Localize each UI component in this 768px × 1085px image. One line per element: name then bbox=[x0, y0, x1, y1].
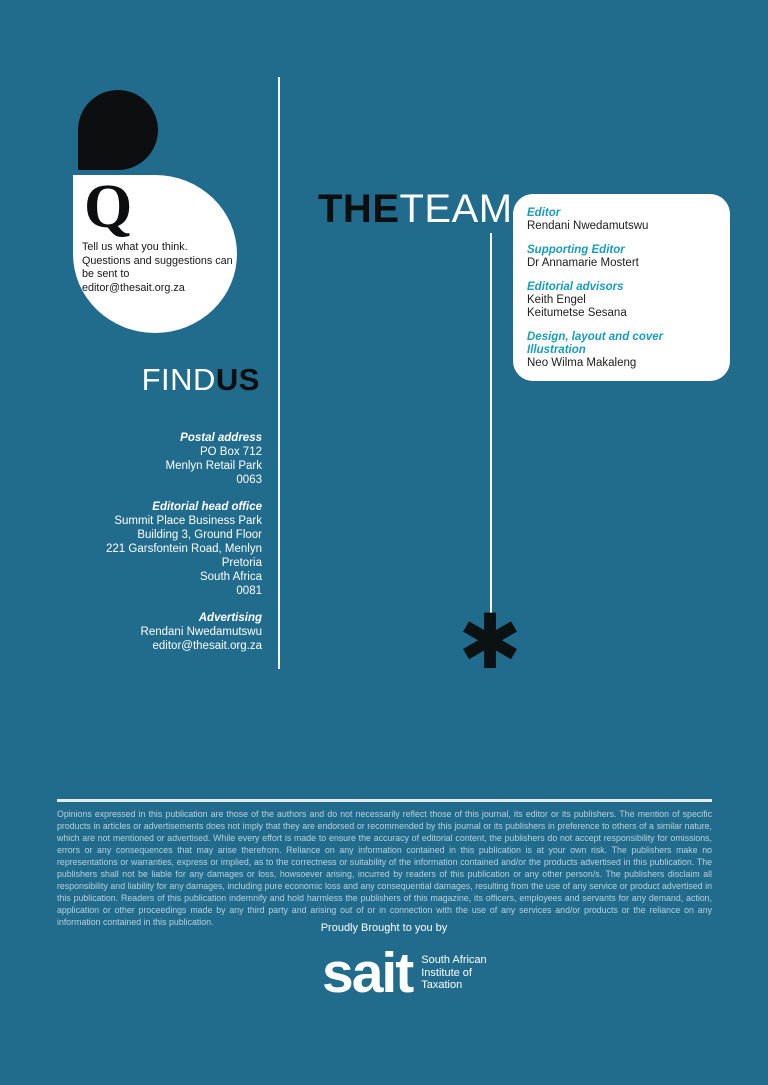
design-section bbox=[527, 331, 716, 370]
advisor-name: Keith Engel bbox=[527, 294, 586, 306]
contact-block bbox=[106, 431, 262, 653]
address-line: 0081 bbox=[236, 585, 262, 597]
editor-label: Editor bbox=[527, 207, 561, 219]
advertising-label: Advertising bbox=[198, 612, 262, 624]
address-line: Pretoria bbox=[221, 557, 262, 569]
team-heading-the: THE bbox=[318, 187, 400, 231]
sait-logo bbox=[322, 941, 487, 1005]
address-line: Summit Place Business Park bbox=[114, 515, 262, 527]
design-label: Design, layout and cover Illustration bbox=[527, 331, 664, 356]
speech-bubble-icon bbox=[78, 90, 158, 170]
asterisk-icon: ✱ bbox=[458, 597, 522, 686]
address-line: Menlyn Retail Park bbox=[165, 460, 262, 472]
left-divider-line bbox=[278, 77, 280, 669]
address-line: 221 Garsfontein Road, Menlyn bbox=[106, 543, 262, 555]
postal-address-section bbox=[106, 431, 262, 487]
editorial-advisors-section bbox=[527, 281, 716, 320]
find-us-heading bbox=[142, 364, 260, 395]
logo-subtext-line: Taxation bbox=[421, 979, 463, 992]
find-heading-find: FIND bbox=[141, 362, 216, 397]
advertising-contact-name: Rendani Nwedamutswu bbox=[140, 626, 262, 638]
address-line: Building 3, Ground Floor bbox=[137, 529, 262, 541]
disclaimer-text: Opinions expressed in this publication are those of the authors and do not necessarily reflect those of this journal, its editor or its publishers. The mention of specific products in articles or advertisements does not imply that they are endorsed or recommended by this journal or its publishers in preference to others of a similar nature, which are not mentioned or advertised. While every effort is made to ensure the accuracy of editorial content, the publishers do not accept responsibility for omissions, errors or any consequences that may arise therefrom. Reliance on any information contained in this publication is at your own risk. The publishers make no representations or warranties, express or implied, as to the correctness or suitability of the information contained and/or the products advertised in this publication. The publishers shall not be liable for any damages or loss, howsoever arising, incurred by readers of this publication or any other person/s. The publishers disclaim all responsibility and liability for any damages, including pure economic loss and any consequential damages, resulting from the use of any service or product advertised in this publication. Readers of this publication indemnify and hold harmless the publishers of this magazine, its officers, employees and servants for any demand, action, application or other proceedings made by any third party and arising out of or in connection with the use of any services and/or products or the reliance on any information contained in this publication. bbox=[57, 809, 712, 927]
advisor-name: Keitumetse Sesana bbox=[527, 307, 627, 319]
designer-name: Neo Wilma Makaleng bbox=[527, 357, 637, 369]
supporting-editor-name: Dr Annamarie Mostert bbox=[527, 257, 639, 269]
team-card bbox=[513, 194, 730, 381]
advertising-section bbox=[106, 611, 262, 653]
editor-name: Rendani Nwedamutswu bbox=[527, 220, 649, 232]
address-line: 0063 bbox=[236, 474, 262, 486]
footer-tagline: Proudly Brought to you by bbox=[320, 922, 448, 934]
supporting-editor-label: Supporting Editor bbox=[527, 244, 625, 256]
advertising-email-link[interactable]: editor@thesait.org.za bbox=[152, 640, 262, 652]
feedback-text: Tell us what you think. Questions and suggestions can be sent to editor@thesait.org.za bbox=[82, 241, 233, 294]
logo-subtext-line: South African bbox=[421, 954, 487, 967]
feedback-bubble bbox=[73, 175, 237, 333]
head-office-section bbox=[106, 500, 262, 598]
address-line: PO Box 712 bbox=[199, 446, 262, 458]
team-heading-team: TEAM bbox=[399, 187, 513, 231]
q-letter: Q bbox=[84, 173, 133, 241]
logo-subtext-line: Institute of bbox=[421, 966, 472, 979]
supporting-editor-section bbox=[527, 244, 716, 270]
head-office-label: Editorial head office bbox=[152, 501, 262, 513]
find-heading-us: US bbox=[215, 362, 260, 397]
team-heading bbox=[318, 189, 513, 229]
editorial-advisors-label: Editorial advisors bbox=[527, 281, 624, 293]
address-line: South Africa bbox=[199, 571, 262, 583]
postal-address-label: Postal address bbox=[180, 432, 262, 444]
editor-section bbox=[527, 207, 716, 233]
center-divider-line bbox=[490, 233, 492, 621]
sait-logo-subtext bbox=[421, 954, 486, 992]
footer-divider-rule bbox=[57, 799, 712, 802]
sait-wordmark: sait bbox=[322, 941, 413, 1005]
